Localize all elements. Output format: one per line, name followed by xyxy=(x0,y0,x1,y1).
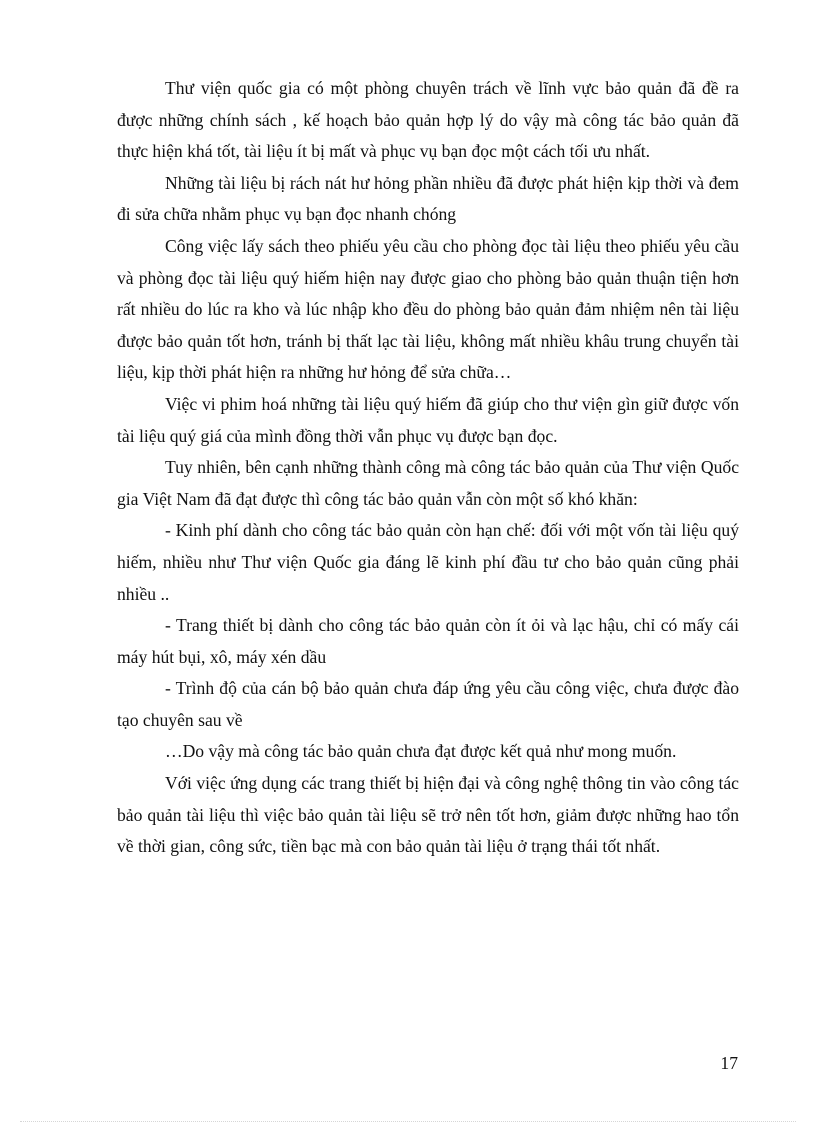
footer-divider xyxy=(20,1121,796,1122)
bullet-funding: - Kinh phí dành cho công tác bảo quản còn hạn chế: đối với một vốn tài liệu quý hiếm, nhiều như Thư viện Quốc gia đáng lẽ kinh phí đầu tư cho bảo quản cũng phải nhiều .. xyxy=(117,520,739,604)
bullet-equipment: - Trang thiết bị dành cho công tác bảo quản còn ít ỏi và lạc hậu, chỉ có mấy cái máy hút bụi, xô, máy xén dầu xyxy=(117,615,739,667)
page-number: 17 xyxy=(720,1053,738,1073)
bullet-staff: - Trình độ của cán bộ bảo quản chưa đáp ứng yêu cầu công việc, chưa được đào tạo chuyên sau về xyxy=(117,678,739,730)
body-text xyxy=(117,73,739,863)
paragraph-4: Việc vi phim hoá những tài liệu quý hiếm đã giúp cho thư viện gìn giữ được vốn tài liệu quý giá của mình đồng thời vẫn phục vụ được bạn đọc. xyxy=(117,393,739,446)
paragraph-3: Công việc lấy sách theo phiếu yêu cầu cho phòng đọc tài liệu theo phiếu yêu cầu và phòng đọc tài liệu quý hiếm hiện nay được giao cho phòng bảo quản thuận tiện hơn rất nhiều do lúc ra kho và lúc nhập kho đều do phòng bảo quản đảm nhiệm nên tài liệu được bảo quản tốt hơn, tránh bị thất lạc tài liệu, không mất nhiều khâu trung chuyển tài liệu, kịp thời phát hiện ra những hư hỏng để sửa chữa… xyxy=(117,235,739,383)
paragraph-conclusion: …Do vậy mà công tác bảo quản chưa đạt được kết quả như mong muốn. xyxy=(165,741,677,762)
paragraph-5: Tuy nhiên, bên cạnh những thành công mà công tác bảo quản của Thư viện Quốc gia Việt Nam đã đạt được thì công tác bảo quản vẫn còn một số khó khăn: xyxy=(117,457,739,509)
paragraph-final: Với việc ứng dụng các trang thiết bị hiện đại và công nghệ thông tin vào công tác bảo quản tài liệu thì việc bảo quản tài liệu sẽ trở nên tốt hơn, giảm được những hao tổn về thời gian, công sức, tiền bạc mà con bảo quản tài liệu ở trạng thái tốt nhất. xyxy=(117,773,739,857)
paragraph-1: Thư viện quốc gia có một phòng chuyên trách về lĩnh vực bảo quản đã đề ra được những chính sách , kế hoạch bảo quản hợp lý do vậy mà công tác bảo quản đã thực hiện khá tốt, tài liệu ít bị mất và phục vụ bạn đọc một cách tối ưu nhất. xyxy=(117,78,739,162)
paragraph-2: Những tài liệu bị rách nát hư hỏng phần nhiều đã được phát hiện kịp thời và đem đi sửa chữa nhằm phục vụ bạn đọc nhanh chóng xyxy=(117,172,739,225)
